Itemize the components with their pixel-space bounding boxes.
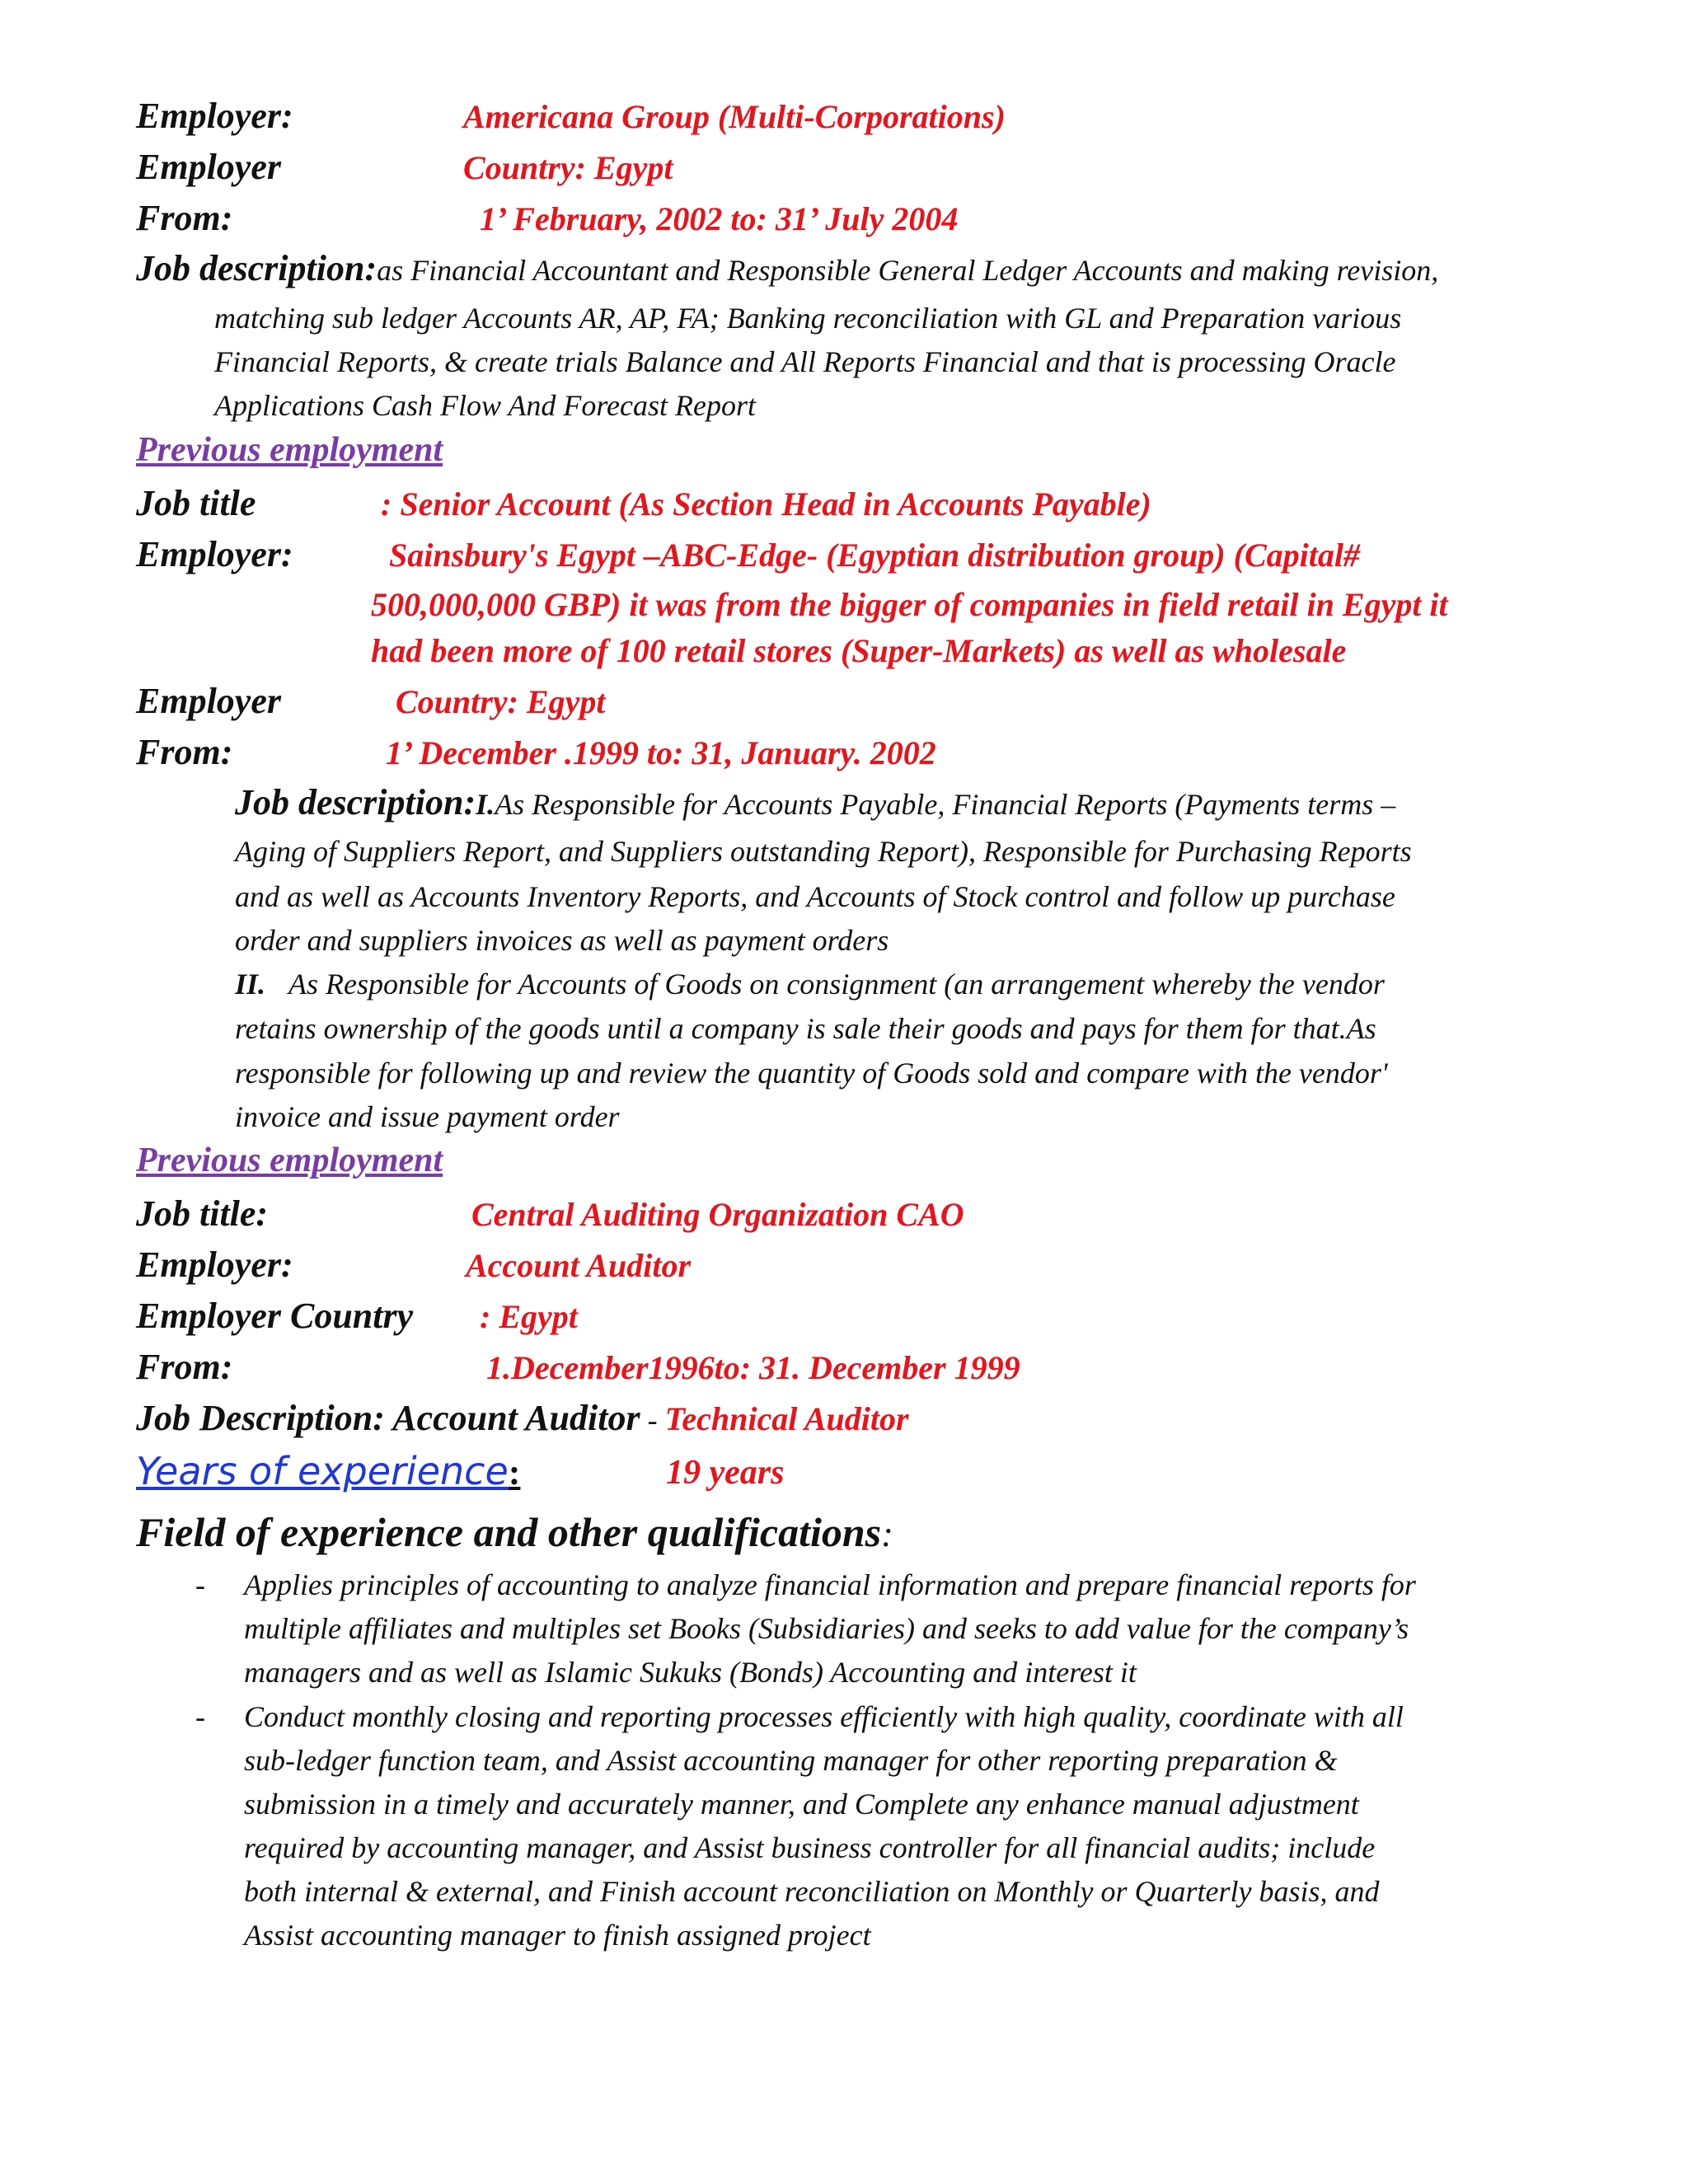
years-of-experience	[136, 1449, 520, 1493]
job-description-line: Applications Cash Flow And Forecast Report	[214, 389, 756, 422]
employer-label: Employer:	[136, 96, 293, 136]
employer-country-label: Employer	[136, 681, 281, 721]
list-marker: II.	[235, 968, 266, 1001]
bullet-marker: -	[195, 1700, 205, 1733]
job-description-text: as Financial Accountant and Responsible General Ledger Accounts and making revision,	[377, 254, 1439, 287]
bullet-line: submission in a timely and accurately manner, and Complete any enhance manual adjustment	[244, 1788, 1359, 1821]
job-title-label: Job title:	[136, 1193, 269, 1234]
job-description-label: Job description:	[136, 248, 377, 288]
from-label: From:	[136, 732, 233, 772]
job-description-text: As Responsible for Accounts of Goods on consignment (an arrangement whereby the vendor	[288, 968, 1385, 1001]
employer-country-label: Employer	[136, 147, 281, 187]
from-value: 1.December1996to: 31. December 1999	[486, 1349, 1020, 1386]
field-heading-text: Field of experience and other qualifications	[136, 1509, 882, 1555]
employer-country-value: Country: Egypt	[396, 683, 606, 720]
bullet-marker: -	[195, 1568, 205, 1601]
employer-label: Employer:	[136, 534, 293, 574]
job-description-line: Aging of Suppliers Report, and Suppliers outstanding Report), Responsible for Purchasing Reports	[235, 835, 1412, 868]
employer-country-value: Country: Egypt	[463, 149, 673, 186]
employer-value-line: 500,000,000 GBP) it was from the bigger of companies in field retail in Egypt it	[371, 586, 1448, 623]
job-description-line: and as well as Accounts Inventory Reports, and Accounts of Stock control and follow up purchase	[235, 880, 1395, 913]
separator: -	[640, 1404, 665, 1436]
bullet-line: managers and as well as Islamic Sukuks (Bonds) Accounting and interest it	[244, 1656, 1137, 1689]
job-description-line: responsible for following up and review the quantity of Goods sold and compare with the vendor'	[235, 1057, 1388, 1090]
job-description-line: retains ownership of the goods until a company is sale their goods and pays for them for that.As	[235, 1012, 1376, 1045]
job-title-value: : Senior Account (As Section Head in Accounts Payable)	[381, 485, 1151, 523]
bullet-line: Applies principles of accounting to analyze financial information and prepare financial reports for	[244, 1568, 1416, 1601]
job-description-2	[235, 781, 1395, 823]
job-description-1	[136, 247, 1438, 289]
employer-value-line: had been more of 100 retail stores (Super-Markets) as well as wholesale	[371, 632, 1347, 669]
job-description-3	[136, 1397, 909, 1439]
employer-value: Account Auditor	[466, 1247, 692, 1284]
bullet-line: required by accounting manager, and Assist business controller for all financial audits; include	[244, 1831, 1376, 1864]
job-description-item-ii	[235, 967, 1385, 1001]
bullet-line: multiple affiliates and multiples set Books (Subsidiaries) and seeks to add value for the company’s	[244, 1612, 1409, 1645]
years-of-experience-label: Years of experience	[136, 1449, 509, 1493]
employer-value: Sainsbury's Egypt –ABC-Edge- (Egyptian distribution group) (Capital#	[389, 537, 1360, 574]
previous-employment-heading: Previous employment	[136, 431, 443, 469]
job-description-value: Technical Auditor	[664, 1400, 909, 1437]
bullet-line: sub-ledger function team, and Assist accounting manager for other reporting preparation &	[244, 1744, 1338, 1777]
employer-country-label: Employer Country	[136, 1296, 414, 1336]
field-of-experience-heading	[136, 1508, 893, 1556]
job-title-value: Central Auditing Organization CAO	[471, 1196, 964, 1233]
from-label: From:	[136, 198, 233, 238]
years-colon: :	[508, 1452, 521, 1493]
employer-country-value: : Egypt	[480, 1298, 578, 1335]
job-description-line: matching sub ledger Accounts AR, AP, FA; Banking reconciliation with GL and Preparation various	[214, 302, 1402, 335]
list-marker: I.	[476, 788, 495, 821]
job-description-text: As Responsible for Accounts Payable, Financial Reports (Payments terms –	[495, 788, 1396, 821]
job-description-line: Financial Reports, & create trials Balance and All Reports Financial and that is processing Oracle	[214, 345, 1396, 378]
from-label: From:	[136, 1347, 233, 1387]
employer-value: Americana Group (Multi-Corporations)	[463, 98, 1006, 135]
previous-employment-heading: Previous employment	[136, 1141, 443, 1179]
years-of-experience-value: 19 years	[666, 1454, 785, 1492]
bullet-line: Assist accounting manager to finish assigned project	[244, 1919, 871, 1952]
from-value: 1’ February, 2002 to: 31’ July 2004	[480, 200, 959, 237]
bullet-line: both internal & external, and Finish account reconciliation on Monthly or Quarterly basis, and	[244, 1875, 1380, 1908]
employer-label: Employer:	[136, 1244, 293, 1285]
from-value: 1’ December .1999 to: 31, January. 2002	[386, 734, 936, 771]
job-description-line: order and suppliers invoices as well as payment orders	[235, 924, 889, 957]
job-description-label: Job Description: Account Auditor	[136, 1398, 640, 1438]
job-title-label: Job title	[136, 483, 256, 523]
field-heading-colon: :	[881, 1514, 893, 1554]
job-description-label: Job description:	[235, 782, 476, 823]
job-description-line: invoice and issue payment order	[235, 1100, 620, 1133]
bullet-line: Conduct monthly closing and reporting processes efficiently with high quality, coordinate with all	[244, 1700, 1404, 1733]
